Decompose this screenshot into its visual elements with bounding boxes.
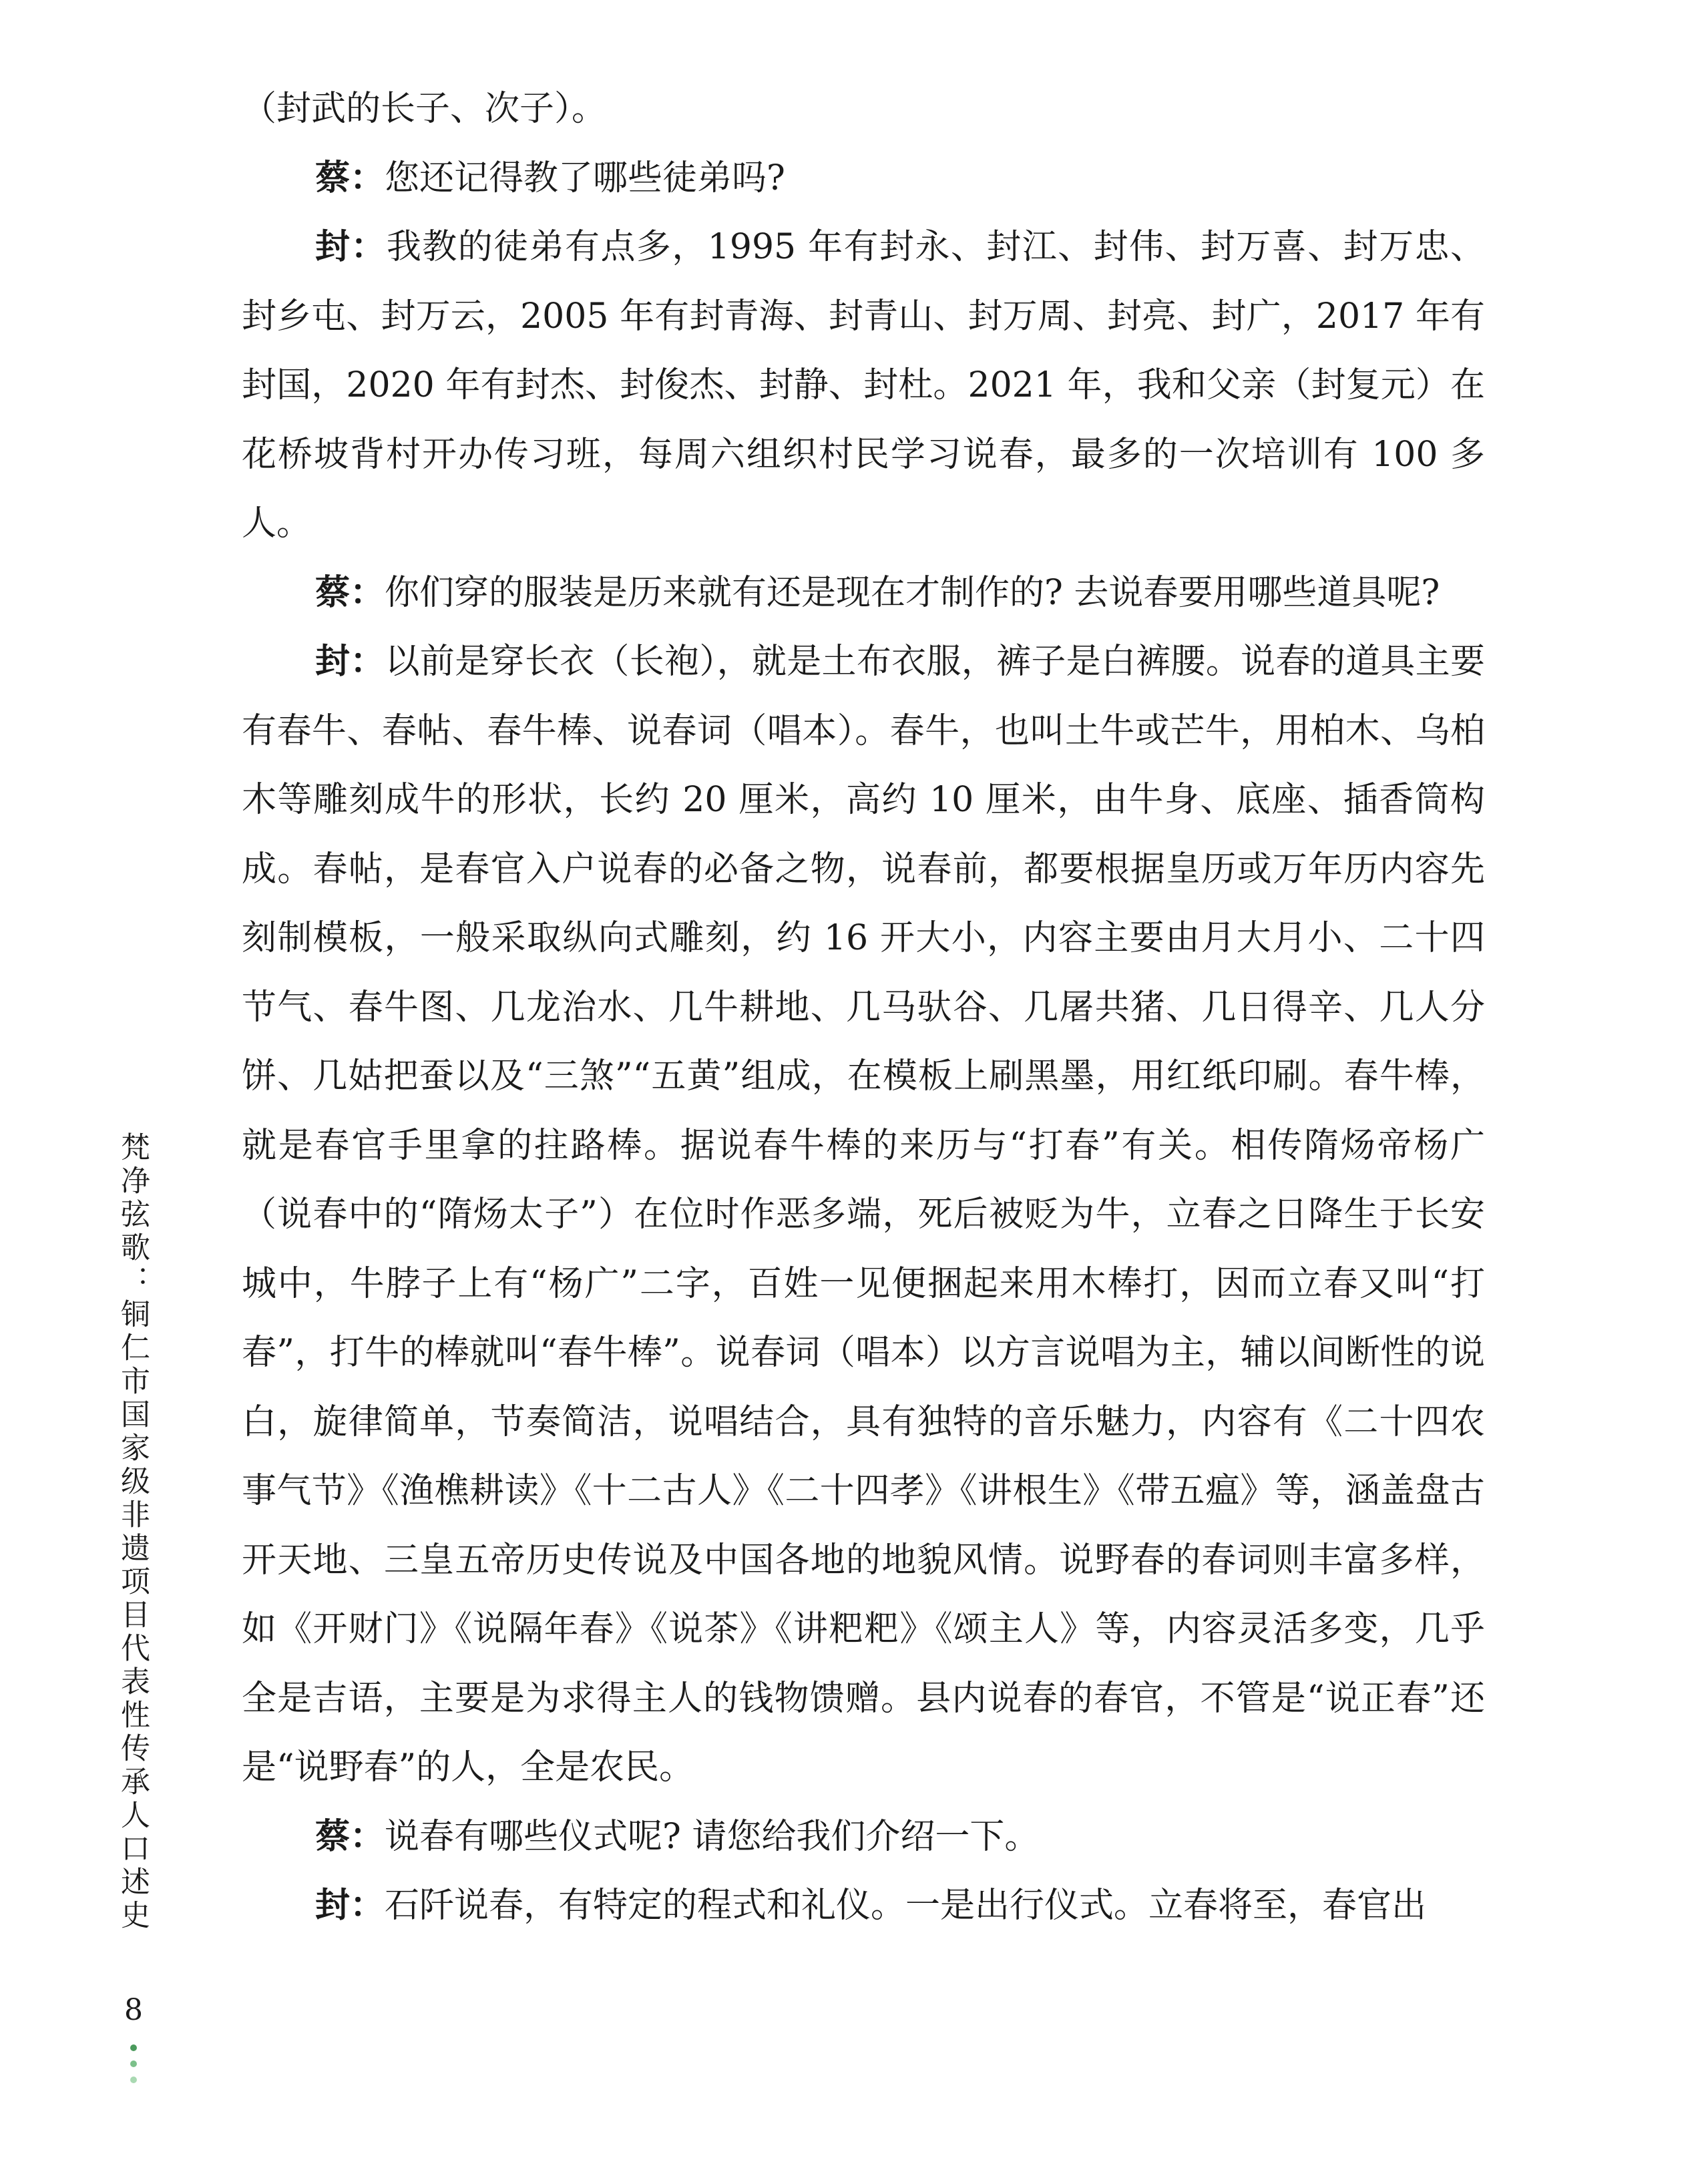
speaker-label: 蔡： <box>315 1816 385 1857</box>
paragraph <box>242 144 1485 214</box>
paragraph-text: （封武的长子、次子）。 <box>242 89 607 129</box>
page-number-ornament <box>128 2044 140 2093</box>
paragraph <box>242 1803 1485 1872</box>
ornament-dot <box>130 2060 137 2067</box>
speaker-label: 封： <box>315 1886 385 1926</box>
ornament-dot <box>130 2044 137 2051</box>
paragraph-text: 你们穿的服装是历来就有还是现在才制作的? 去说春要用哪些道具呢? <box>385 572 1440 613</box>
speaker-label: 蔡： <box>315 572 385 613</box>
paragraph-text: 以前是穿长衣（长袍），就是土布衣服，裤子是白裤腰。说春的道具主要有春牛、春帖、春牛棒、说春词（唱本）。春牛，也叫土牛或芒牛，用柏木、乌柏木等雕刻成牛的形状，长约 20 厘米，高约 10 厘米，由牛身、底座、插香筒构成。春帖，是春官入户说春的必备之物，说春前，都要根据皇历或万年历内容先刻制模板，一般采取纵向式雕刻，约 16 开大小，内容主要由月大月小、二十四节气、春牛图、几龙治水、几牛耕地、几马驮谷、几屠共猪、几日得辛、几人分饼、几姑把蚕以及“三煞”“五黄”组成，在模板上刷黑墨，用红纸印刷。春牛棒，就是春官手里拿的拄路棒。据说春牛棒的来历与“打春”有关。相传隋炀帝杨广（说春中的“隋炀太子”）在位时作恶多端，死后被贬为牛，立春之日降生于长安城中，牛脖子上有“杨广”二字，百姓一见便捆起来用木棒打，因而立春又叫“打春”，打牛的棒就叫“春牛棒”。说春词（唱本）以方言说唱为主，辅以间断性的说白，旋律简单，节奏简洁，说唱结合，具有独特的音乐魅力，内容有《二十四农事气节》《渔樵耕读》《十二古人》《二十四孝》《讲根生》《带五瘟》等，涵盖盘古开天地、三皇五帝历史传说及中国各地的地貌风情。说野春的春词则丰富多样，如《开财门》《说隔年春》《说茶》《讲粑粑》《颂主人》等，内容灵活多变，几乎全是吉语，主要是为求得主人的钱物馈赠。县内说春的春官，不管是“说正春”还是“说野春”的人，全是农民。 <box>242 642 1485 1787</box>
page-number: 8 <box>124 1993 143 2027</box>
ornament-dot <box>130 2077 137 2083</box>
paragraph <box>242 1872 1485 1941</box>
paragraph-text: 您还记得教了哪些徒弟吗? <box>385 158 785 198</box>
paragraph-text: 说春有哪些仪式呢? 请您给我们介绍一下。 <box>385 1816 1040 1857</box>
paragraph <box>242 628 1485 1803</box>
paragraph-text: 石阡说春，有特定的程式和礼仪。一是出行仪式。立春将至，春官出 <box>385 1886 1427 1926</box>
speaker-label: 封： <box>315 227 387 267</box>
book-title-vertical: 梵净弦歌：铜仁市国家级非遗项目代表性传承人口述史 <box>116 1132 150 1933</box>
paragraph <box>242 75 1485 144</box>
paragraph <box>242 213 1485 559</box>
page-body <box>242 75 1485 1941</box>
paragraph-text: 我教的徒弟有点多，1995 年有封永、封江、封伟、封万喜、封万忠、封乡屯、封万云，2005 年有封青海、封青山、封万周、封亮、封广，2017 年有封国，2020 年有封杰、封俊杰、封静、封杜。2021 年，我和父亲（封复元）在花桥坡背村开办传习班，每周六组织村民学习说春，最多的一次培训有 100 多人。 <box>242 227 1485 543</box>
speaker-label: 封： <box>315 642 385 682</box>
paragraph <box>242 559 1485 628</box>
speaker-label: 蔡： <box>315 158 385 198</box>
